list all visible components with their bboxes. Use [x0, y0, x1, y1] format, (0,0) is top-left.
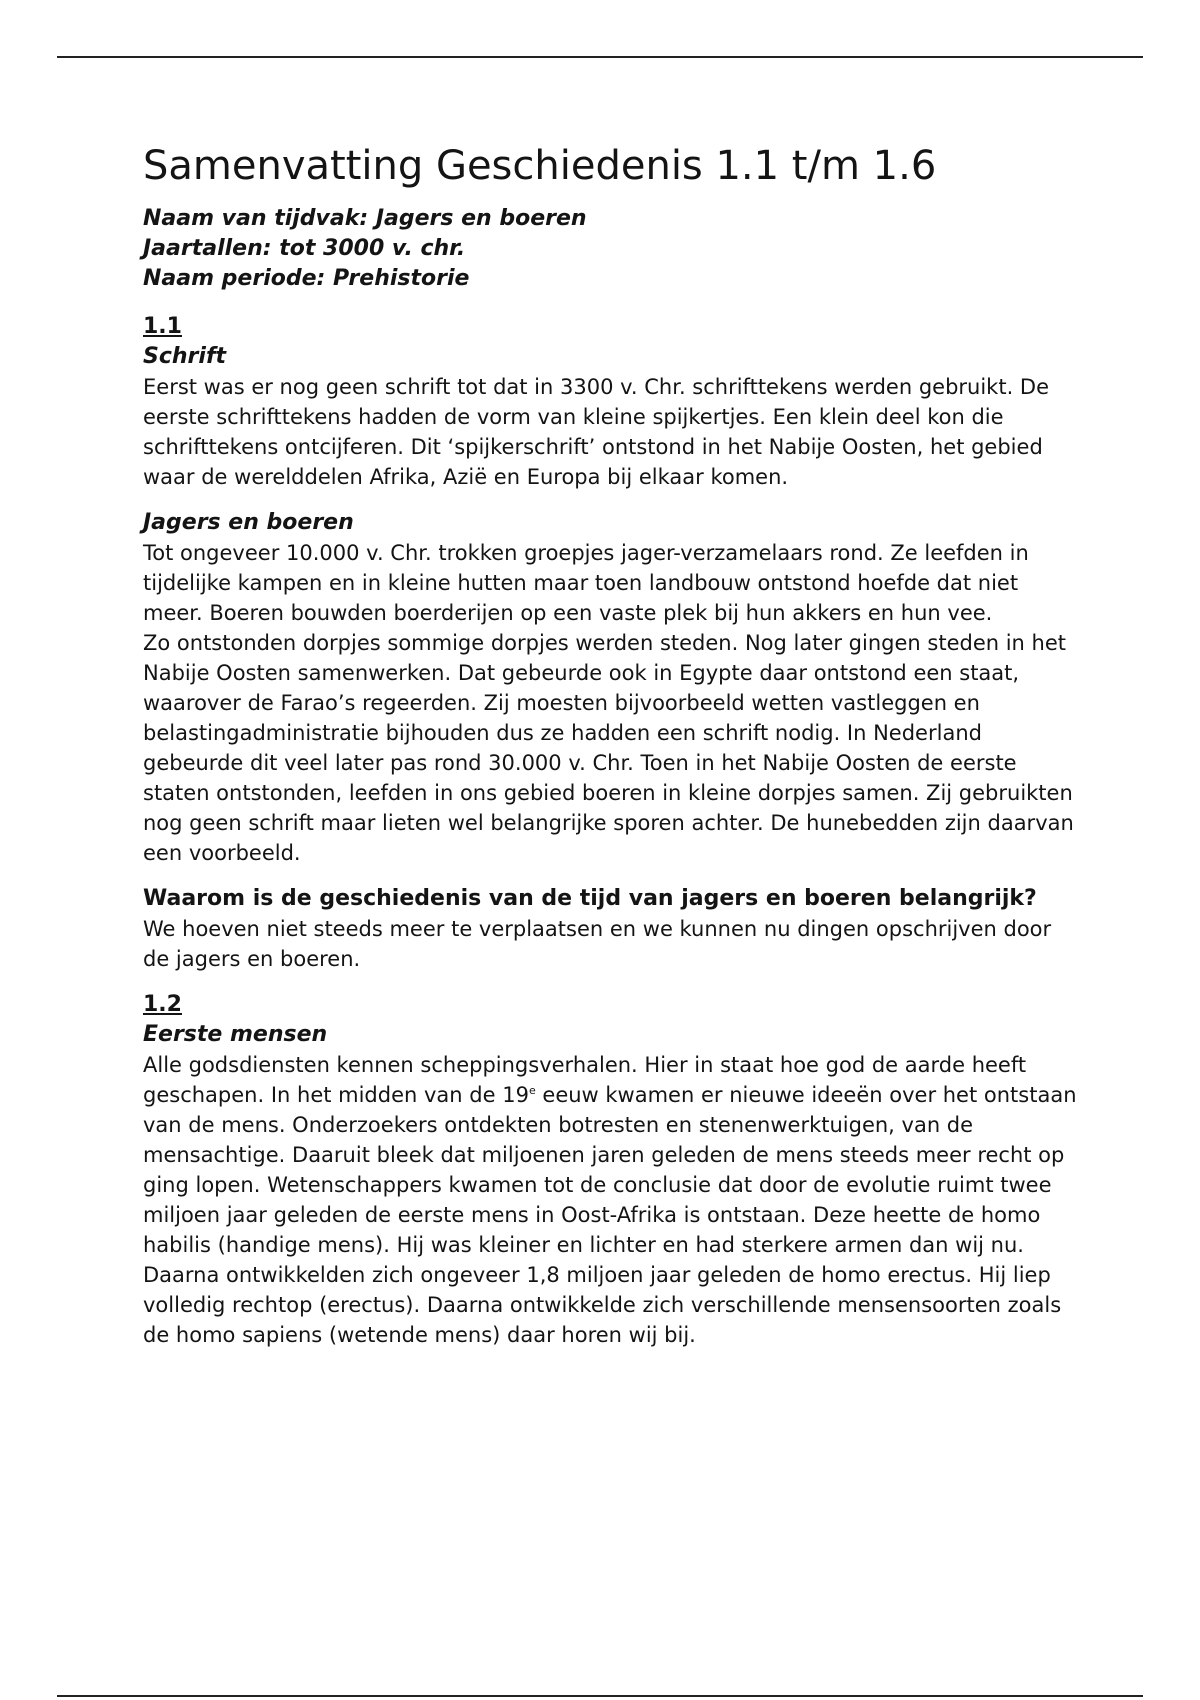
text-part: Alle godsdiensten kennen scheppingsverhalen. Hier in staat hoe god de aarde heeft geschapen. In het midden van de 19: [143, 1053, 1027, 1107]
paragraph-jagers-1: Tot ongeveer 10.000 v. Chr. trokken groepjes jager-verzamelaars rond. Ze leefden in tijdelijke kampen en in kleine hutten maar toen landbouw ontstond hoefde dat niet meer. Boeren bouwden boerderijen op een vaste plek bij hun akkers en hun vee.: [143, 541, 1029, 625]
section-number: 1.1: [143, 314, 182, 339]
subheading-jagers-en-boeren: Jagers en boeren: [143, 510, 354, 535]
paragraph-eerste-mensen: [143, 1050, 1083, 1350]
superscript: e: [528, 1084, 536, 1097]
text-part: eeuw kwamen er nieuwe ideeën over het ontstaan van de mens. Onderzoekers ontdekten botresten en stenenwerktuigen, van de mensachtige. Daaruit bleek dat miljoenen jaren geleden de mens steeds meer recht op ging lopen. Wetenschappers kwamen tot de conclusie dat door de evolutie ruimt twee miljoen jaar geleden de eerste mens in Oost-Afrika is ontstaan. Deze heette de homo habilis (handige mens). Hij was kleiner en lichter en had sterkere armen dan wij nu. Daarna ontwikkelden zich ongeveer 1,8 miljoen jaar geleden de homo erectus. Hij liep volledig rechtop (erectus). Daarna ontwikkelde zich verschillende mensensoorten zoals de homo sapiens (wetende mens) daar horen wij bij.: [143, 1083, 1077, 1347]
top-rule: [57, 56, 1143, 58]
paragraph-waarom: We hoeven niet steeds meer te verplaatsen en we kunnen nu dingen opschrijven door de jagers en boeren.: [143, 917, 1052, 971]
section-jagers-en-boeren: [143, 508, 1083, 868]
section-1-2-eerste-mensen: [143, 990, 1083, 1350]
period-info: [143, 204, 1083, 294]
paragraph-schrift: Eerst was er nog geen schrift tot dat in 3300 v. Chr. schrifttekens werden gebruikt. De eerste schrifttekens hadden de vorm van kleine spijkertjes. Een klein deel kon die schrifttekens ontcijferen. Dit ‘spijkerschrift’ ontstond in het Nabije Oosten, het gebied waar de werelddelen Afrika, Azië en Europa bij elkaar komen.: [143, 375, 1050, 489]
section-number: 1.2: [143, 992, 182, 1017]
tijdvak-line: Naam van tijdvak: Jagers en boeren: [143, 206, 587, 231]
bottom-rule: [57, 1695, 1143, 1697]
question-heading: Waarom is de geschiedenis van de tijd van jagers en boeren belangrijk?: [143, 886, 1037, 911]
subheading-eerste-mensen: Eerste mensen: [143, 1022, 328, 1047]
paragraph-jagers-2: Zo ontstonden dorpjes sommige dorpjes werden steden. Nog later gingen steden in het Nabije Oosten samenwerken. Dat gebeurde ook in Egypte daar ontstond een staat, waarover de Farao’s regeerden. Zij moesten bijvoorbeeld wetten vastleggen en belastingadministratie bijhouden dus ze hadden een schrift nodig. In Nederland gebeurde dit veel later pas rond 30.000 v. Chr. Toen in het Nabije Oosten de eerste staten ontstonden, leefden in ons gebied boeren in kleine dorpjes samen. Zij gebruikten nog geen schrift maar lieten wel belangrijke sporen achter. De hunebedden zijn daarvan een voorbeeld.: [143, 631, 1074, 865]
section-waarom: [143, 884, 1083, 974]
section-1-1-schrift: [143, 312, 1083, 492]
page-title: Samenvatting Geschiedenis 1.1 t/m 1.6: [143, 143, 937, 189]
jaartallen-line: Jaartallen: tot 3000 v. chr.: [143, 236, 466, 261]
periode-line: Naam periode: Prehistorie: [143, 266, 470, 291]
subheading-schrift: Schrift: [143, 344, 227, 369]
document-body: [143, 140, 1083, 1366]
